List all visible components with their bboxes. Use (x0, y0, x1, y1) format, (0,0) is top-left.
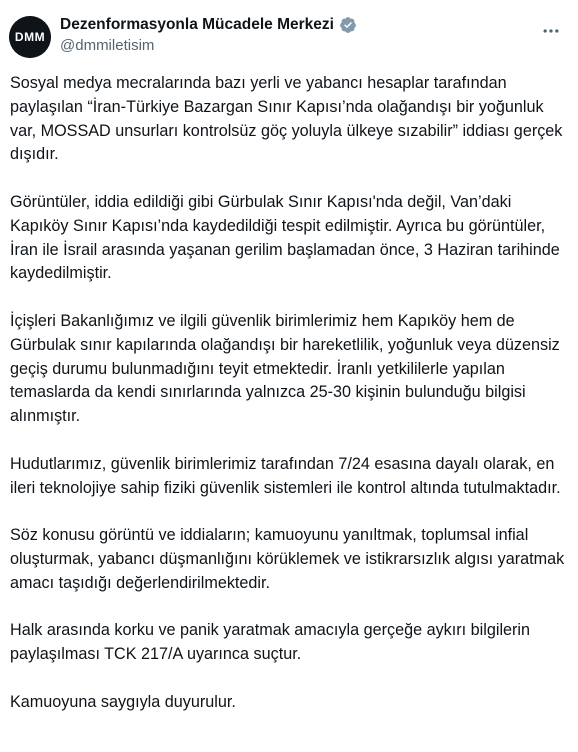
tweet-paragraph: Söz konusu görüntü ve iddiaların; kamuoyunu yanıltmak, toplumsal infial oluşturmak, yabancı düşmanlığını körüklemek ve istikrarsızlık algısı yaratmak amacı taşıdığı değerlendirilmektedir. (10, 526, 565, 592)
verified-badge-icon (339, 16, 357, 34)
tweet-paragraph: Kamuoyuna saygıyla duyurulur. (10, 692, 236, 711)
avatar-logo-text: DMM (14, 30, 46, 44)
avatar[interactable] (9, 16, 51, 58)
more-options-icon[interactable] (538, 18, 564, 44)
tweet-header (0, 0, 578, 70)
tweet-paragraph: Sosyal medya mecralarında bazı yerli ve yabancı hesaplar tarafından paylaşılan “İran-Türkiye Bazargan Sınır Kapısı’nda olağandışı bir yoğunluk var, MOSSAD unsurları kontrolsüz göç yoluyla ülkeye sızabilir” iddiası gerçek dışıdır. (10, 74, 563, 164)
tweet-paragraph: İçişleri Bakanlığımız ve ilgili güvenlik birimlerimiz hem Kapıköy hem de Gürbulak sınır kapılarında olağandışı bir hareketlilik, yoğunluk veya düzensiz geçiş durumu bulunmadığını teyit etmektedir. İranlı yetkililerle yapılan temaslarda da kendi sınırlarında yalnızca 25-30 kişinin bulunduğu bilgisi alınmıştır. (10, 311, 560, 426)
name-row (60, 14, 357, 36)
dmm-logo (9, 16, 51, 58)
tweet-paragraph: Görüntüler, iddia edildiği gibi Gürbulak Sınır Kapısı'nda değil, Van’daki Kapıköy Sınır Kapısı’nda kaydedildiği tespit edilmiştir. Ayrıca bu görüntüler, İran ile İsrail arasında yaşanan gerilim başlamadan önce, 3 Haziran tarihinde kaydedilmiştir. (10, 192, 560, 283)
account-handle[interactable]: @dmmiletisim (60, 37, 155, 54)
display-name[interactable]: Dezenformasyonla Mücadele Merkezi (60, 16, 334, 33)
account-info (60, 14, 357, 54)
tweet-text (10, 72, 572, 715)
tweet-paragraph: Halk arasında korku ve panik yaratmak amacıyla gerçeğe aykırı bilgilerin paylaşılması TCK 217/A uyarınca suçtur. (10, 621, 531, 664)
tweet-paragraph: Hudutlarımız, güvenlik birimlerimiz tarafından 7/24 esasına dayalı olarak, en ileri teknolojiye sahip fiziki güvenlik sistemleri ile kontrol altında tutulmaktadır. (10, 454, 561, 497)
